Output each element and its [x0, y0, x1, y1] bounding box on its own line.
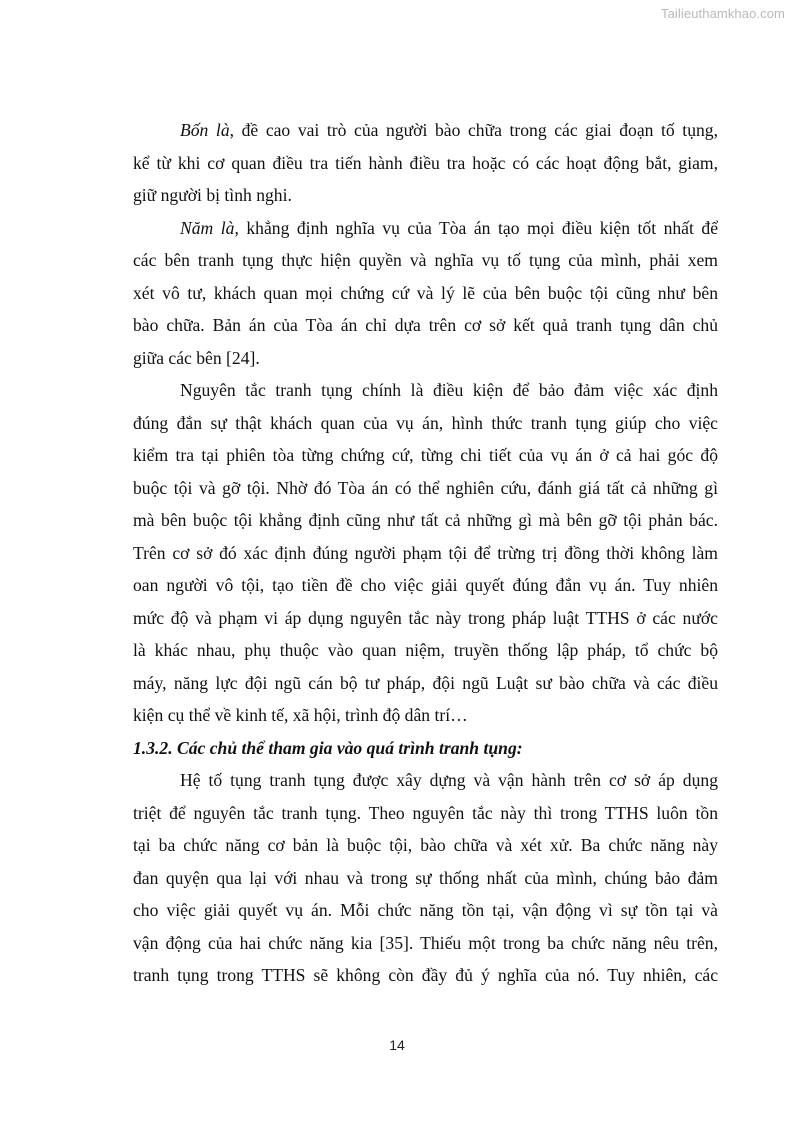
- text-line: giữa các bên [24].: [133, 347, 260, 368]
- text-line: đúng đắn sự thật khách quan của vụ án, hình thức tranh tụng giúp cho việc: [133, 412, 718, 433]
- text-line: Năm là, khẳng định nghĩa vụ của Tòa án tạo mọi điều kiện tốt nhất để: [180, 217, 719, 238]
- text-line: Trên cơ sở đó xác định đúng người phạm tội để trừng trị đồng thời không làm: [133, 542, 718, 563]
- text-line: xét vô tư, khách quan mọi chứng cứ và lý lẽ của bên buộc tội cũng như bên: [133, 282, 718, 303]
- document-body: [133, 114, 718, 992]
- italic-lead: Bốn là: [180, 120, 230, 140]
- text-line: kể từ khi cơ quan điều tra tiến hành điều tra hoặc có các hoạt động bắt, giam,: [133, 152, 718, 173]
- paragraph: [133, 114, 718, 212]
- page-number: 14: [389, 1037, 405, 1053]
- text-line: bào chữa. Bản án của Tòa án chỉ dựa trên cơ sở kết quả tranh tụng dân chủ: [133, 315, 718, 335]
- section-heading: 1.3.2. Các chủ thể tham gia vào quá trình tranh tụng:: [133, 737, 523, 758]
- paragraph: [133, 764, 718, 992]
- text-line: là khác nhau, phụ thuộc vào quan niệm, truyền thống lập pháp, tổ chức bộ: [133, 640, 718, 660]
- text-line: Bốn là, đề cao vai trò của người bào chữa trong các giai đoạn tố tụng,: [180, 120, 718, 140]
- text-line: buộc tội và gỡ tội. Nhờ đó Tòa án có thể nghiên cứu, đánh giá tất cả những gì: [133, 477, 718, 498]
- text-line: vận động của hai chức năng kia [35]. Thiếu một trong ba chức năng nêu trên,: [133, 932, 718, 953]
- text-line: cho việc giải quyết vụ án. Mỗi chức năng tồn tại, vận động vì sự tồn tại và: [133, 900, 718, 920]
- text-line: kiểm tra tại phiên tòa từng chứng cứ, từng chi tiết của vụ án ở cả hai góc độ: [133, 445, 718, 465]
- text-line: oan người vô tội, tạo tiền đề cho việc giải quyết đúng đắn vụ án. Tuy nhiên: [133, 575, 718, 595]
- text-line: các bên tranh tụng thực hiện quyền và nghĩa vụ tố tụng của mình, phải xem: [133, 250, 718, 270]
- text-line: mức độ và phạm vi áp dụng nguyên tắc này trong pháp luật TTHS ở các nước: [133, 607, 718, 628]
- watermark: Tailieuthamkhao.com: [660, 6, 785, 21]
- text-line: giữ người bị tình nghi.: [133, 185, 292, 205]
- text-line: tranh tụng trong TTHS sẽ không còn đầy đủ ý nghĩa của nó. Tuy nhiên, các: [133, 965, 718, 985]
- text-line: mà bên buộc tội khẳng định cũng như tất cả những gì mà bên gỡ tội phản bác.: [133, 510, 718, 530]
- text-line: kiện cụ thể về kinh tế, xã hội, trình độ dân trí…: [133, 705, 468, 725]
- text-line: Nguyên tắc tranh tụng chính là điều kiện để bảo đảm việc xác định: [180, 380, 718, 400]
- paragraph: [133, 212, 718, 375]
- text-line: tại ba chức năng cơ bản là buộc tội, bào chữa và xét xử. Ba chức năng này: [133, 835, 718, 855]
- paragraph: [133, 374, 718, 732]
- text-line: triệt để nguyên tắc tranh tụng. Theo nguyên tắc này thì trong TTHS luôn tồn: [133, 802, 718, 823]
- italic-lead: Năm là: [180, 217, 235, 238]
- text-line: Hệ tố tụng tranh tụng được xây dựng và vận hành trên cơ sở áp dụng: [180, 770, 718, 790]
- text-line: đan quyện qua lại với nhau và trong sự thống nhất của mình, chúng bảo đảm: [133, 867, 718, 888]
- text-line: máy, năng lực đội ngũ cán bộ tư pháp, đội ngũ Luật sư bào chữa và các điều: [133, 672, 718, 693]
